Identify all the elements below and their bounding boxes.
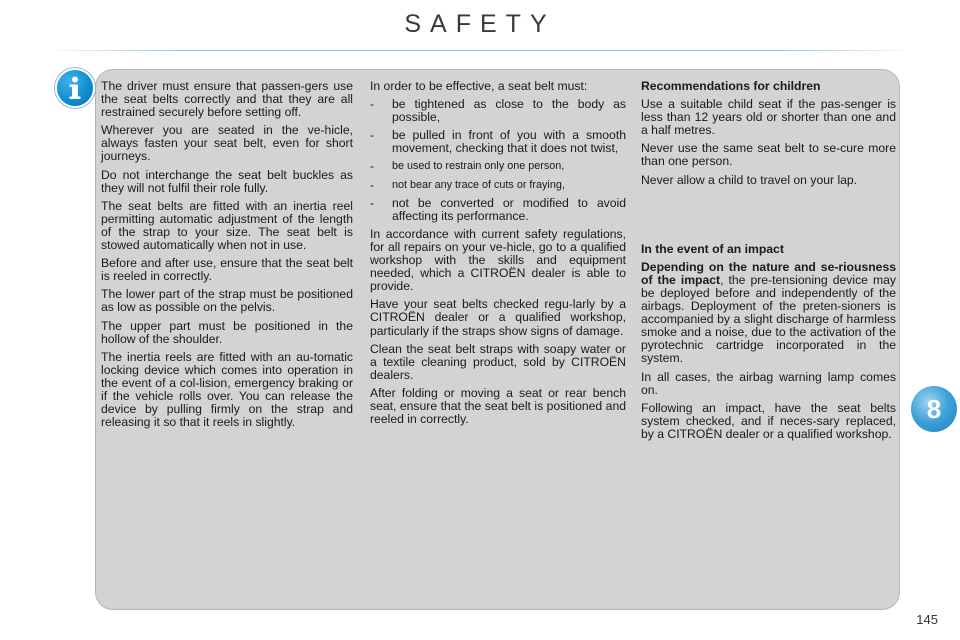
lead-rest: , the pre-tensioning device may be deployed before and independently of the airbags. Deployment of the preten-sioners is accompanied by a slight discharge of harmless smoke and a noise, due to the activation of the pyrotechnic cartridge incorporated in the system. xyxy=(641,272,896,366)
list-item-text: not bear any trace of cuts or fraying, xyxy=(392,178,565,191)
bold-lead: Depending on the nature and se-riousness of the impact xyxy=(641,259,896,287)
paragraph: After folding or moving a seat or rear bench seat, ensure that the seat belt is positioned and reeled in correctly. xyxy=(370,385,626,427)
title-divider xyxy=(58,50,902,51)
dash-bullet: - xyxy=(370,97,375,112)
paragraph: The lower part of the strap must be positioned as low as possible on the pelvis. xyxy=(101,287,353,315)
column-seat-belt-requirements xyxy=(370,80,626,431)
spacer xyxy=(641,192,896,243)
dash-bullet: - xyxy=(370,128,375,143)
paragraph xyxy=(641,261,896,366)
list-item xyxy=(370,179,626,192)
paragraph: The seat belts are fitted with an inertia reel permitting automatic adjustment of the length of the strap to your size. The seat belt is stowed automatically when not in use. xyxy=(101,198,353,253)
paragraph: Following an impact, have the seat belts system checked, and if neces-sary replaced, by a CITROËN dealer or a qualified workshop. xyxy=(641,400,896,441)
paragraph: The driver must ensure that passen-gers use the seat belts correctly and that they are all restrained securely before setting off. xyxy=(101,79,353,120)
paragraph: The upper part must be positioned in the hollow of the shoulder. xyxy=(101,318,353,346)
paragraph: Clean the seat belt straps with soapy water or a textile cleaning product, sold by CITROËN dealers. xyxy=(370,341,626,382)
list-item-text: not be converted or modified to avoid affecting its performance. xyxy=(392,195,626,223)
paragraph: Do not interchange the seat belt buckles as they will not fulfil their role fully. xyxy=(101,167,353,195)
list-item xyxy=(370,197,626,223)
list-item-text: be tightened as close to the body as possible, xyxy=(392,97,626,125)
dash-bullet: - xyxy=(370,195,375,210)
list-item-text: be pulled in front of you with a smooth movement, checking that it does not twist, xyxy=(392,128,626,156)
list-item-text: be used to restrain only one person, xyxy=(392,160,565,173)
paragraph: Never allow a child to travel on your lap. xyxy=(641,172,858,187)
list-item xyxy=(370,160,626,173)
paragraph: The inertia reels are fitted with an au-tomatic locking device which comes into operation in the event of a col-lision, emergency braking or if the vehicle rolls over. You can release the device by pulling firmly on the strap and releasing it so that it reels in slightly. xyxy=(101,349,353,430)
section-heading: In the event of an impact xyxy=(641,241,784,256)
paragraph: Before and after use, ensure that the seat belt is reeled in correctly. xyxy=(101,256,353,284)
section-heading: Recommendations for children xyxy=(641,79,821,93)
list-item xyxy=(370,98,626,124)
column-children-and-impact xyxy=(641,80,896,446)
page-number: 145 xyxy=(916,612,938,627)
list-item xyxy=(370,129,626,155)
paragraph: In all cases, the airbag warning lamp comes on. xyxy=(641,369,896,397)
info-icon xyxy=(55,68,95,108)
chapter-tab[interactable]: 8 xyxy=(911,386,957,432)
intro-text: In order to be effective, a seat belt must: xyxy=(370,79,588,93)
dash-bullet: - xyxy=(370,177,375,192)
paragraph: Use a suitable child seat if the pas-senger is less than 12 years old or shorter than one and a half metres. xyxy=(641,97,896,138)
paragraph: Have your seat belts checked regu-larly by a CITROËN dealer or a qualified workshop, particularly if the straps show signs of damage. xyxy=(370,297,626,338)
paragraph: In accordance with current safety regulations, for all repairs on your ve-hicle, go to a qualified workshop with the skills and equipment needed, which a CITROËN dealer is able to provide. xyxy=(370,226,626,294)
dash-bullet: - xyxy=(370,159,375,174)
page-title: SAFETY xyxy=(404,10,556,38)
paragraph: Wherever you are seated in the ve-hicle, always fasten your seat belt, even for short journeys. xyxy=(101,123,353,164)
paragraph: Never use the same seat belt to se-cure more than one person. xyxy=(641,141,896,169)
column-general xyxy=(101,80,353,434)
